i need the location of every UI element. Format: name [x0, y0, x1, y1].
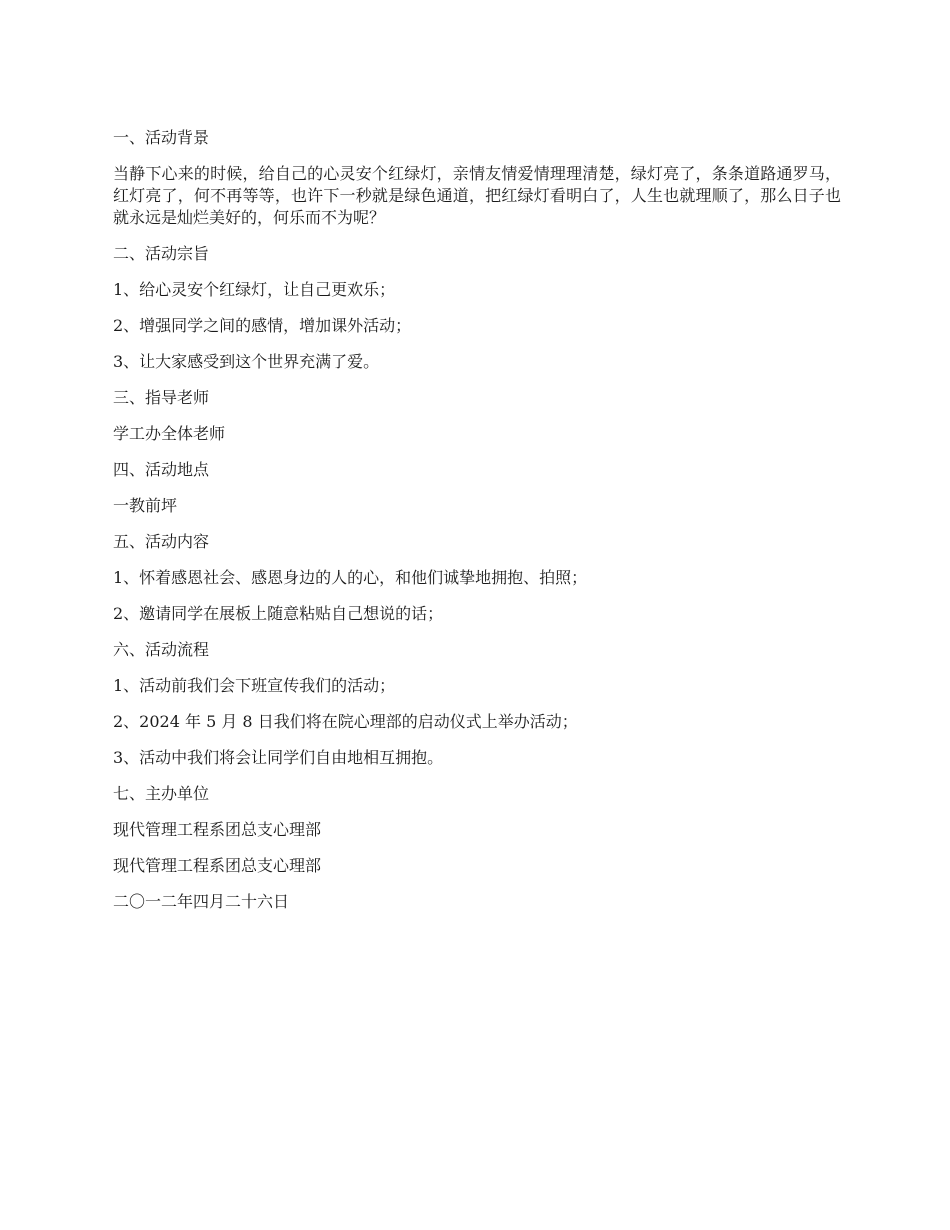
- section-heading-advisors: 三、指导老师: [113, 388, 210, 407]
- background-paragraph: 当静下心来的时候，给自己的心灵安个红绿灯，亲情友情爱情理理清楚，绿灯亮了，条条道路通罗马，红灯亮了，何不再等等，也许下一秒就是绿色通道，把红绿灯看明白了，人生也就理顺了，那么日子也就永远是灿烂美好的，何乐而不为呢？: [113, 164, 841, 227]
- process-item: 3、活动中我们将会让同学们自由地相互拥抱。: [113, 748, 444, 767]
- organizer-text: 现代管理工程系团总支心理部: [113, 820, 322, 839]
- section-heading-purpose: 二、活动宗旨: [113, 244, 210, 263]
- section-heading-background: 一、活动背景: [113, 128, 210, 147]
- process-item: 1、活动前我们会下班宣传我们的活动；: [113, 676, 396, 695]
- section-heading-process: 六、活动流程: [113, 640, 210, 659]
- content-item: 1、怀着感恩社会、感恩身边的人的心，和他们诚挚地拥抱、拍照；: [113, 568, 588, 587]
- signature-date: 二〇一二年四月二十六日: [113, 892, 290, 911]
- location-text: 一教前坪: [113, 496, 178, 515]
- process-item: 2、2024 年 5 月 8 日我们将在院心理部的启动仪式上举办活动；: [113, 712, 578, 731]
- content-item: 2、邀请同学在展板上随意粘贴自己想说的话；: [113, 604, 444, 623]
- purpose-item: 1、给心灵安个红绿灯，让自己更欢乐；: [113, 280, 396, 299]
- section-heading-content: 五、活动内容: [113, 532, 210, 551]
- advisors-text: 学工办全体老师: [113, 424, 226, 443]
- purpose-item: 3、让大家感受到这个世界充满了爱。: [113, 352, 380, 371]
- purpose-item: 2、增强同学之间的感情，增加课外活动；: [113, 316, 412, 335]
- document-page: [113, 127, 841, 927]
- signature-organization: 现代管理工程系团总支心理部: [113, 856, 322, 875]
- section-heading-location: 四、活动地点: [113, 460, 210, 479]
- section-heading-organizer: 七、主办单位: [113, 784, 210, 803]
